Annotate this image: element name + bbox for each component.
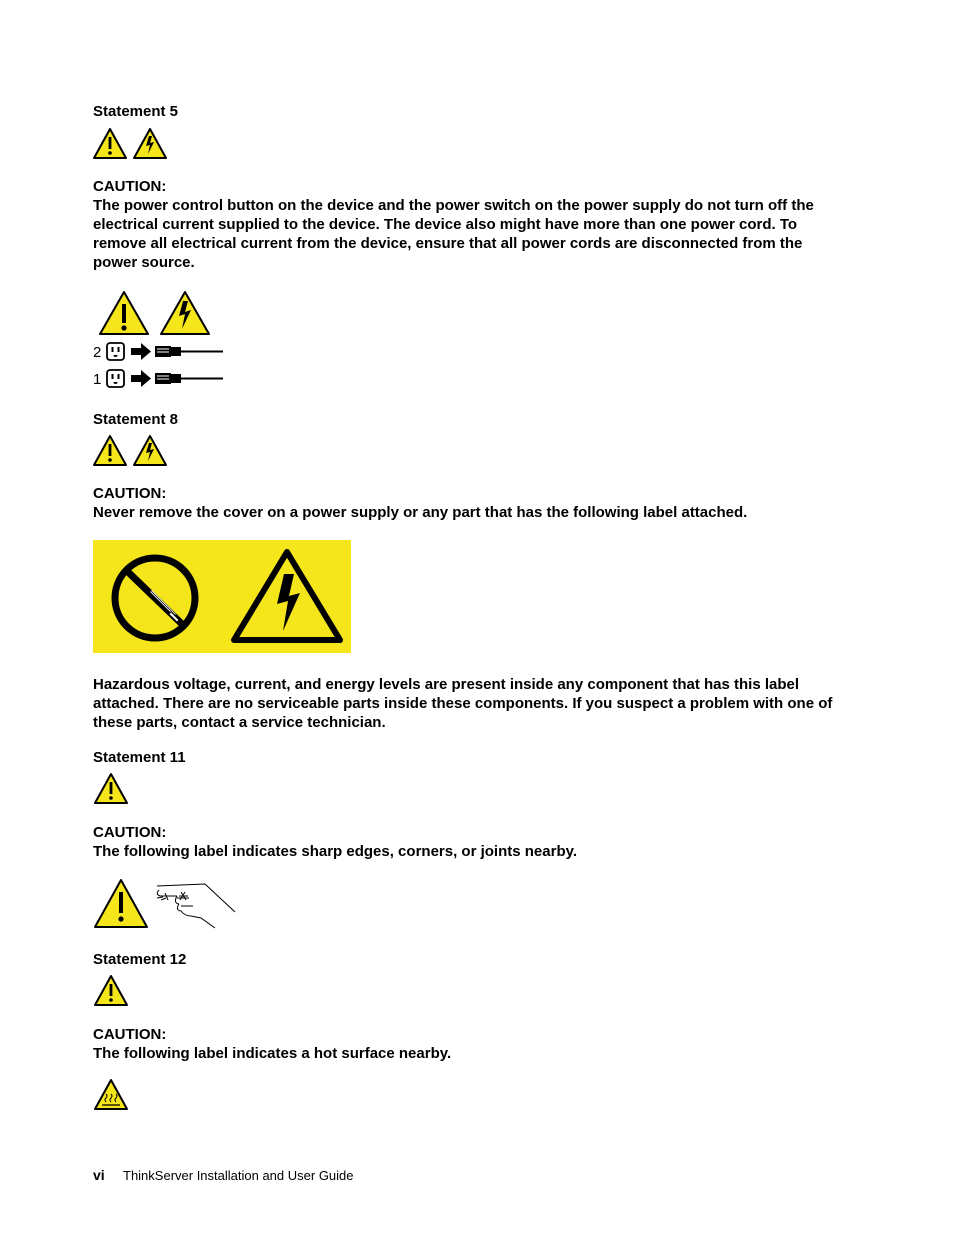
arrow-right-icon	[131, 370, 151, 387]
statement-8-icons	[93, 434, 173, 468]
electrical-hazard-icon	[161, 292, 209, 334]
sharp-edge-hand-icon	[157, 884, 235, 928]
electrical-hazard-icon	[134, 129, 166, 158]
warning-triangle-icon	[94, 436, 126, 465]
statement-12-text: The following label indicates a hot surface nearby.	[93, 1045, 452, 1062]
hot-surface-icon	[95, 1080, 127, 1109]
statement-11-text: The following label indicates sharp edges, corners, or joints nearby.	[93, 843, 577, 860]
statement-11-caution-label: CAUTION:	[93, 824, 167, 841]
footer-doc-title: ThinkServer Installation and User Guide	[123, 1168, 354, 1183]
power-plug-icon	[155, 346, 223, 357]
warning-triangle-icon	[94, 129, 126, 158]
footer-page-number: vi	[93, 1167, 105, 1183]
warning-triangle-icon	[95, 774, 127, 803]
hot-surface-figure	[93, 1078, 133, 1112]
power-outlet-icon	[107, 343, 124, 360]
statement-8-title: Statement 8	[93, 411, 179, 428]
warning-triangle-icon	[100, 292, 148, 334]
sharp-edges-figure	[93, 876, 238, 932]
power-cord-label-2: 2	[93, 344, 102, 361]
statement-5-icons	[93, 127, 173, 161]
statement-8-text: Never remove the cover on a power supply or any part that has the following label attached.	[93, 504, 748, 521]
statement-8-caution-label: CAUTION:	[93, 485, 167, 502]
power-cord-label-1: 1	[93, 371, 102, 388]
statement-5-caution-label: CAUTION:	[93, 178, 167, 195]
electrical-hazard-icon	[134, 436, 166, 465]
statement-11-title: Statement 11	[93, 749, 186, 766]
statement-8-hazard-text: Hazardous voltage, current, and energy levels are present inside any component that has this label attached. There are no serviceable parts inside these components. If you suspect a problem with one of these parts, contact a service technician.	[93, 676, 833, 731]
warning-triangle-icon	[95, 880, 147, 927]
arrow-right-icon	[131, 343, 151, 360]
statement-12-caution-label: CAUTION:	[93, 1026, 167, 1043]
hazard-label-figure	[93, 540, 351, 653]
power-outlet-icon	[107, 370, 124, 387]
statement-5-title: Statement 5	[93, 103, 179, 120]
power-cord-figure	[93, 289, 228, 391]
warning-triangle-icon	[95, 976, 127, 1005]
statement-12-title: Statement 12	[93, 951, 187, 968]
statement-5-text: The power control button on the device and the power switch on the power supply do not turn off the electrical current supplied to the device. The device also might have more than one power cord. To remove all electrical current from the device, ensure that all power cords are disconnected from the power source.	[93, 197, 814, 271]
power-plug-icon	[155, 373, 223, 384]
statement-12-icons	[93, 974, 133, 1008]
statement-11-icons	[93, 772, 133, 806]
